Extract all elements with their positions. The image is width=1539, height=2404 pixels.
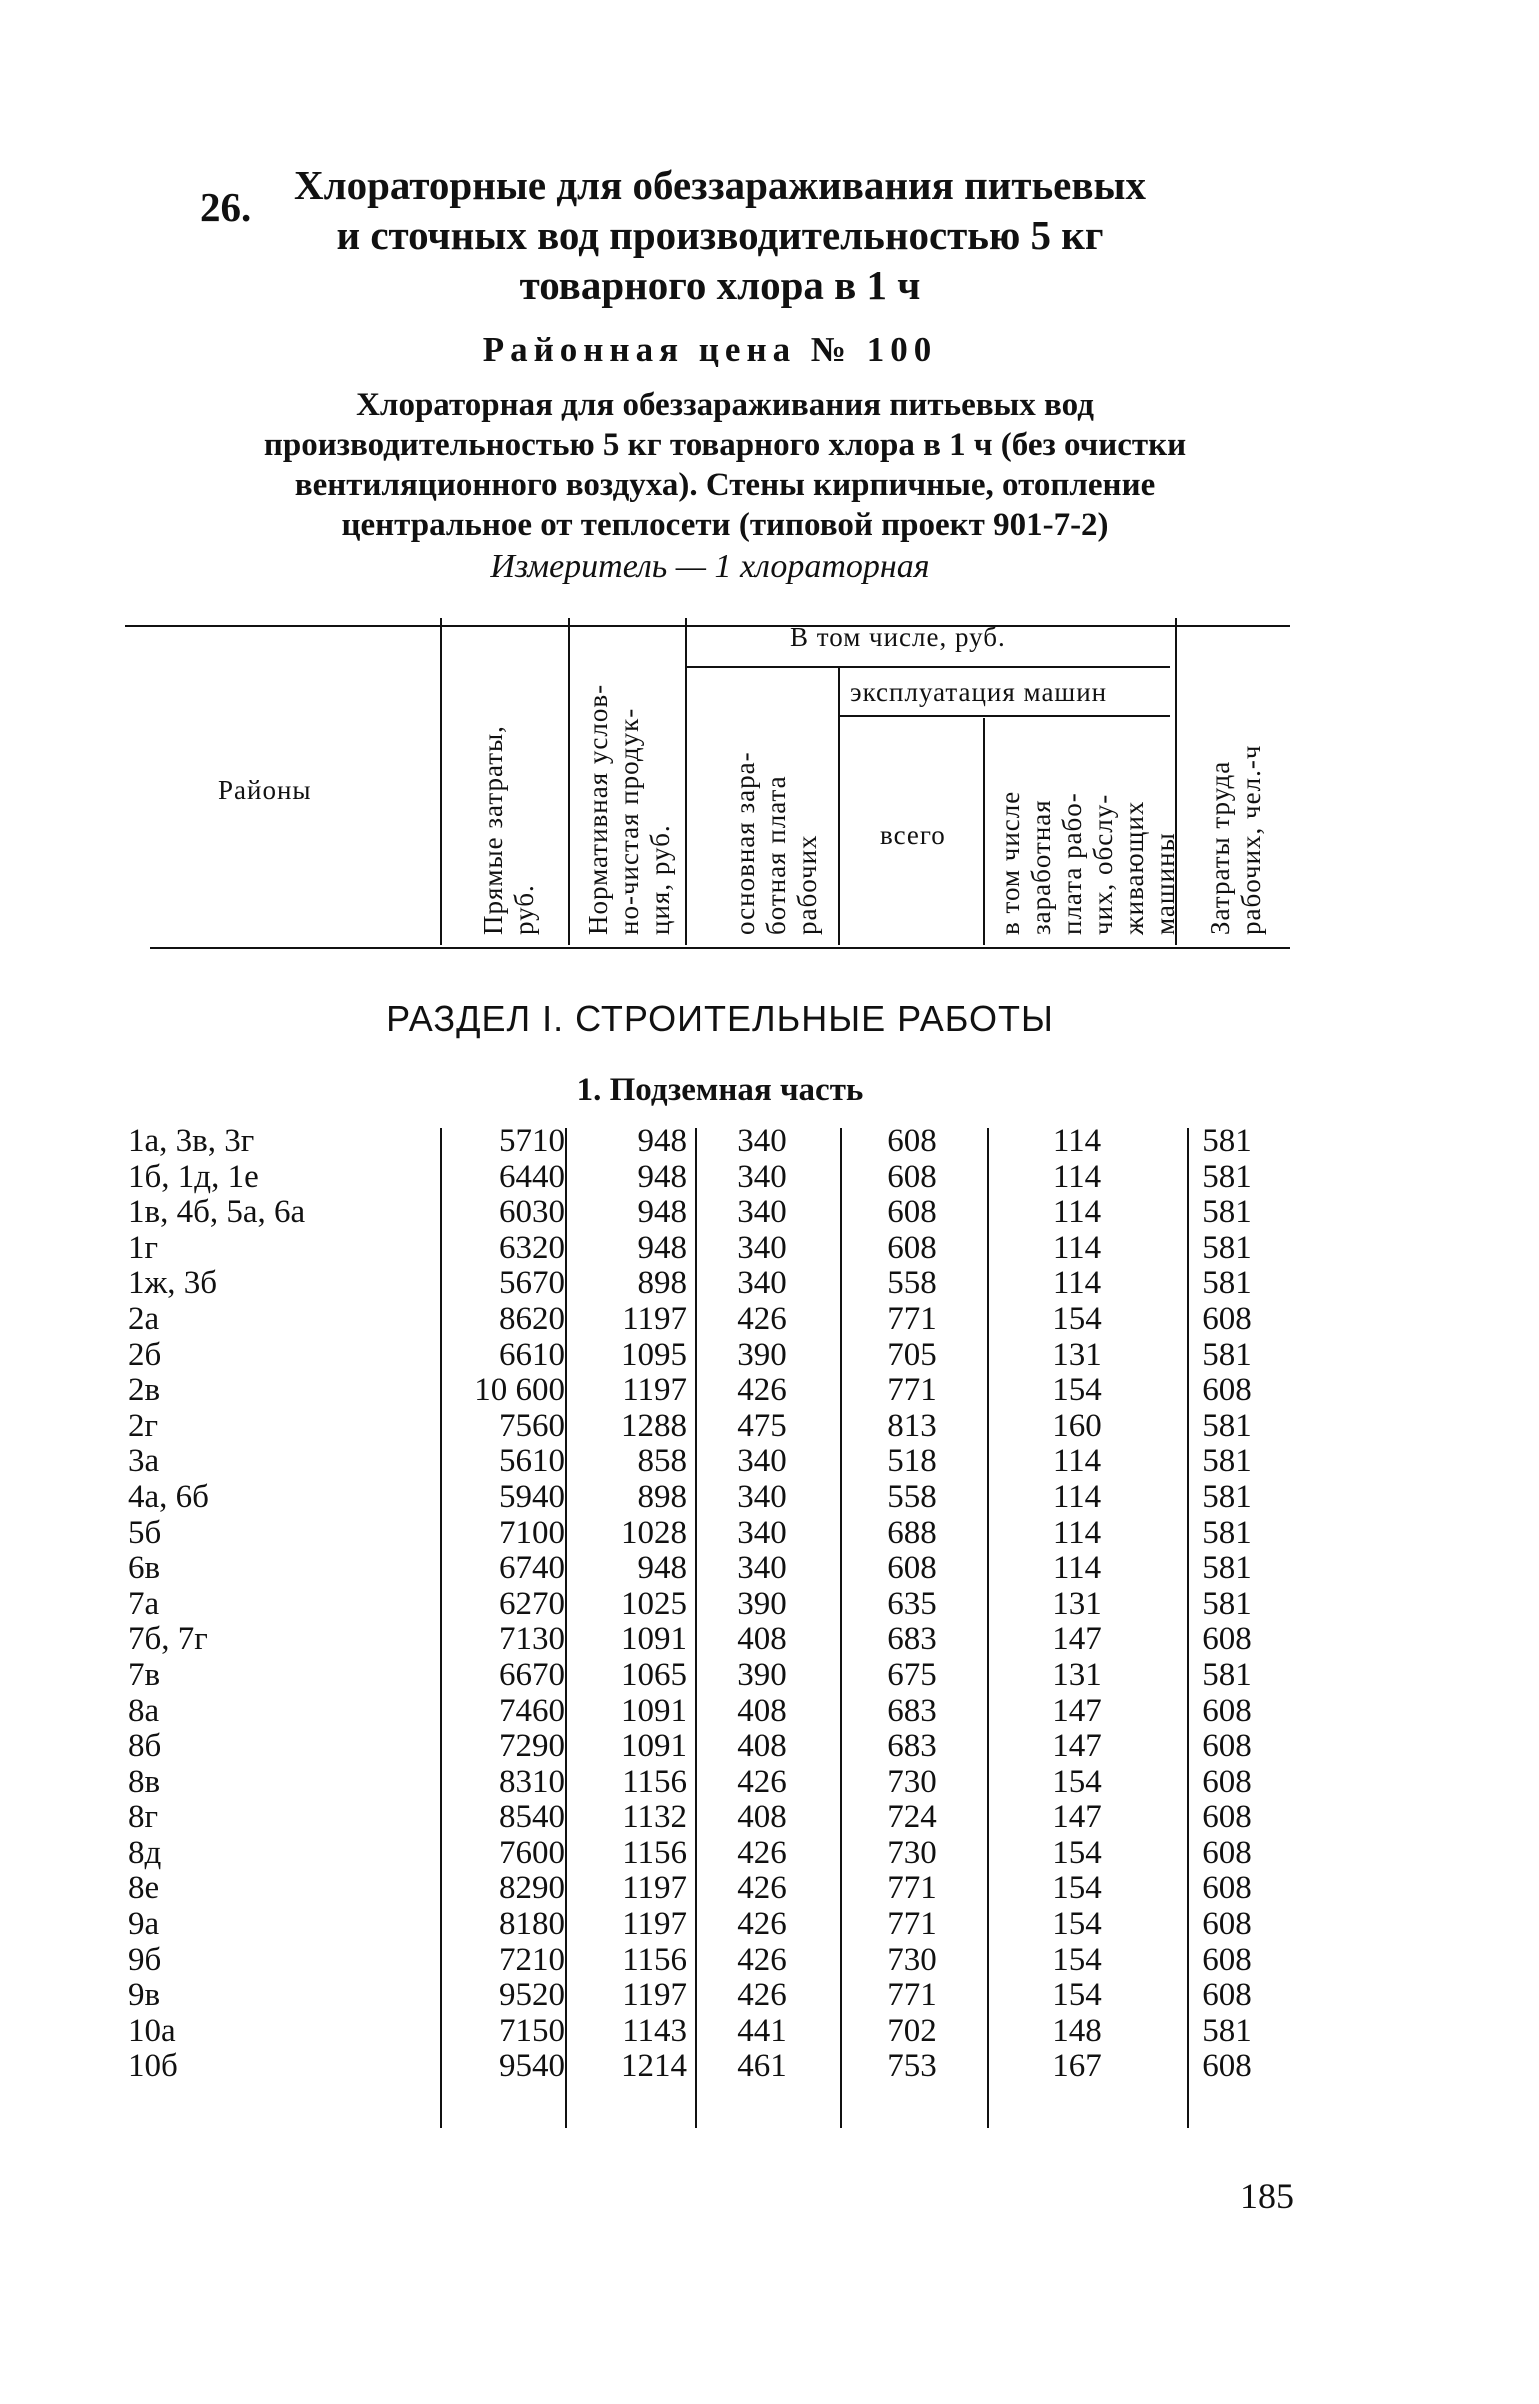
basic-wage-cell: 340 <box>737 1478 787 1515</box>
direct-costs-cell: 6320 <box>499 1229 565 1266</box>
machines-wage-cell: 131 <box>1052 1336 1102 1373</box>
normative-cell: 1156 <box>622 1834 687 1871</box>
table-row <box>128 1302 1287 1338</box>
normative-cell: 948 <box>637 1158 687 1195</box>
direct-costs-cell: 5940 <box>499 1478 565 1515</box>
table-row <box>128 1729 1287 1765</box>
labor-cell: 608 <box>1202 1300 1252 1337</box>
direct-costs-cell: 8180 <box>499 1906 565 1943</box>
machines-wage-cell: 131 <box>1052 1585 1102 1622</box>
direct-costs-cell: 7100 <box>499 1514 565 1551</box>
direct-costs-cell: 10 600 <box>474 1372 565 1409</box>
table-row <box>128 1800 1287 1836</box>
chapter-title <box>200 160 1240 310</box>
region-cell: 4а, 6б <box>128 1478 209 1515</box>
price-table-body <box>128 1124 1287 2085</box>
labor-cell: 608 <box>1202 1870 1252 1907</box>
region-cell: 7в <box>128 1656 161 1693</box>
table-row <box>128 1871 1287 1907</box>
header-divider <box>568 618 570 945</box>
machines-total-cell: 518 <box>887 1443 937 1480</box>
labor-cell: 581 <box>1202 2012 1252 2049</box>
labor-cell: 608 <box>1202 1692 1252 1729</box>
machines-total-cell: 813 <box>887 1407 937 1444</box>
normative-cell: 1065 <box>621 1656 687 1693</box>
normative-cell: 1197 <box>622 1870 687 1907</box>
machines-total-cell: 608 <box>887 1194 937 1231</box>
basic-wage-cell: 408 <box>737 1692 787 1729</box>
basic-wage-cell: 340 <box>737 1123 787 1159</box>
basic-wage-cell: 390 <box>737 1585 787 1622</box>
region-cell: 1ж, 3б <box>128 1265 218 1302</box>
machines-total-cell: 702 <box>887 2012 937 2049</box>
normative-cell: 1132 <box>622 1799 687 1836</box>
chapter-title-line: и сточных вод производительностью 5 кг <box>336 212 1104 258</box>
labor-cell: 608 <box>1202 1728 1252 1765</box>
normative-cell: 1025 <box>621 1585 687 1622</box>
normative-cell: 1156 <box>622 1941 687 1978</box>
normative-cell: 1091 <box>621 1692 687 1729</box>
region-cell: 8б <box>128 1728 162 1765</box>
machines-wage-cell: 154 <box>1052 1300 1102 1337</box>
labor-cell: 581 <box>1202 1656 1252 1693</box>
header-basic-wage: основная зара- ботная плата рабочих <box>730 751 822 935</box>
machines-wage-cell: 114 <box>1052 1443 1102 1480</box>
direct-costs-cell: 5670 <box>499 1265 565 1302</box>
direct-costs-cell: 6440 <box>499 1158 565 1195</box>
region-cell: 6в <box>128 1550 161 1587</box>
direct-costs-cell: 5610 <box>499 1443 565 1480</box>
basic-wage-cell: 390 <box>737 1656 787 1693</box>
labor-cell: 608 <box>1202 1621 1252 1658</box>
basic-wage-cell: 441 <box>737 2012 787 2049</box>
description-line: производительностью 5 кг товарного хлора в 1 ч (без очистки <box>263 427 1187 463</box>
machines-total-cell: 730 <box>887 1834 937 1871</box>
subsection-title: 1. Подземная часть <box>576 1072 864 1108</box>
table-row <box>128 1516 1287 1552</box>
machines-wage-cell: 154 <box>1052 1906 1102 1943</box>
machines-total-cell: 730 <box>887 1941 937 1978</box>
header-labor: Затраты труда рабочих, чел.-ч <box>1205 744 1266 935</box>
table-row <box>128 1373 1287 1409</box>
basic-wage-cell: 426 <box>737 1870 787 1907</box>
normative-cell: 1028 <box>621 1514 687 1551</box>
machines-wage-cell: 114 <box>1052 1123 1102 1159</box>
machines-wage-cell: 114 <box>1052 1158 1102 1195</box>
section-title: РАЗДЕЛ I. СТРОИТЕЛЬНЫЕ РАБОТЫ <box>386 998 1054 1039</box>
machines-total-cell: 675 <box>887 1656 937 1693</box>
labor-cell: 581 <box>1202 1336 1252 1373</box>
machines-wage-cell: 154 <box>1052 1834 1102 1871</box>
labor-cell: 581 <box>1202 1265 1252 1302</box>
direct-costs-cell: 8620 <box>499 1300 565 1337</box>
machines-total-cell: 608 <box>887 1550 937 1587</box>
region-cell: 2в <box>128 1372 161 1409</box>
region-cell: 2а <box>128 1300 160 1337</box>
table-row <box>128 1551 1287 1587</box>
basic-wage-cell: 340 <box>737 1550 787 1587</box>
labor-cell: 581 <box>1202 1158 1252 1195</box>
basic-wage-cell: 408 <box>737 1799 787 1836</box>
table-row <box>128 1694 1287 1730</box>
direct-costs-cell: 7210 <box>499 1941 565 1978</box>
machines-wage-cell: 147 <box>1052 1728 1102 1765</box>
labor-cell: 608 <box>1202 1372 1252 1409</box>
normative-cell: 1197 <box>622 1906 687 1943</box>
machines-total-cell: 730 <box>887 1763 937 1800</box>
labor-cell: 608 <box>1202 2048 1252 2085</box>
table-row <box>128 1124 1287 1160</box>
table-row <box>128 1587 1287 1623</box>
region-cell: 9б <box>128 1941 162 1978</box>
labor-cell: 608 <box>1202 1799 1252 1836</box>
machines-wage-cell: 147 <box>1052 1799 1102 1836</box>
region-cell: 8г <box>128 1799 159 1836</box>
basic-wage-cell: 340 <box>737 1265 787 1302</box>
machines-total-cell: 558 <box>887 1478 937 1515</box>
labor-cell: 608 <box>1202 1977 1252 2014</box>
table-row <box>128 1622 1287 1658</box>
table-row <box>128 1231 1287 1267</box>
region-cell: 9а <box>128 1906 160 1943</box>
basic-wage-cell: 340 <box>737 1194 787 1231</box>
direct-costs-cell: 7600 <box>499 1834 565 1871</box>
header-machines: эксплуатация машин <box>850 677 1108 707</box>
table-row <box>128 1444 1287 1480</box>
direct-costs-cell: 8310 <box>499 1763 565 1800</box>
machines-total-cell: 771 <box>887 1870 937 1907</box>
region-cell: 1г <box>128 1229 159 1266</box>
direct-costs-cell: 6610 <box>499 1336 565 1373</box>
machines-total-cell: 683 <box>887 1692 937 1729</box>
header-divider <box>440 618 442 945</box>
normative-cell: 1197 <box>622 1372 687 1409</box>
basic-wage-cell: 408 <box>737 1621 787 1658</box>
machines-wage-cell: 154 <box>1052 1977 1102 2014</box>
region-cell: 1а, 3в, 3г <box>128 1123 255 1159</box>
normative-cell: 898 <box>637 1478 687 1515</box>
page-number: 185 <box>1240 2176 1294 2216</box>
header-machines-total: всего <box>880 820 946 850</box>
region-cell: 5б <box>128 1514 162 1551</box>
machines-wage-cell: 131 <box>1052 1656 1102 1693</box>
region-cell: 2б <box>128 1336 162 1373</box>
table-row <box>128 1836 1287 1872</box>
basic-wage-cell: 426 <box>737 1834 787 1871</box>
labor-cell: 608 <box>1202 1941 1252 1978</box>
machines-total-cell: 688 <box>887 1514 937 1551</box>
direct-costs-cell: 8290 <box>499 1870 565 1907</box>
table-row <box>128 1907 1287 1943</box>
direct-costs-cell: 9540 <box>499 2048 565 2085</box>
machines-total-cell: 608 <box>887 1123 937 1159</box>
basic-wage-cell: 426 <box>737 1977 787 2014</box>
region-cell: 3а <box>128 1443 160 1480</box>
normative-cell: 1143 <box>622 2012 687 2049</box>
machines-total-cell: 771 <box>887 1300 937 1337</box>
table-row <box>128 1658 1287 1694</box>
table-row <box>128 1160 1287 1196</box>
table-row <box>128 1765 1287 1801</box>
labor-cell: 581 <box>1202 1229 1252 1266</box>
normative-cell: 948 <box>637 1550 687 1587</box>
machines-wage-cell: 147 <box>1052 1692 1102 1729</box>
machines-total-cell: 635 <box>887 1585 937 1622</box>
machines-wage-cell: 114 <box>1052 1229 1102 1266</box>
table-row <box>128 1943 1287 1979</box>
region-cell: 10б <box>128 2048 178 2085</box>
normative-cell: 1156 <box>622 1763 687 1800</box>
normative-cell: 1091 <box>621 1621 687 1658</box>
direct-costs-cell: 6030 <box>499 1194 565 1231</box>
region-cell: 7б, 7г <box>128 1621 208 1658</box>
price-table <box>128 1124 1287 2085</box>
machines-wage-cell: 154 <box>1052 1372 1102 1409</box>
normative-cell: 1095 <box>621 1336 687 1373</box>
direct-costs-cell: 7460 <box>499 1692 565 1729</box>
basic-wage-cell: 426 <box>737 1372 787 1409</box>
machines-wage-cell: 154 <box>1052 1941 1102 1978</box>
machines-wage-cell: 167 <box>1052 2048 1102 2085</box>
region-cell: 2г <box>128 1407 159 1444</box>
machines-total-cell: 608 <box>887 1229 937 1266</box>
machines-wage-cell: 114 <box>1052 1478 1102 1515</box>
direct-costs-cell: 6740 <box>499 1550 565 1587</box>
header-top-rule <box>125 625 1290 627</box>
machines-wage-cell: 114 <box>1052 1550 1102 1587</box>
machines-wage-cell: 114 <box>1052 1514 1102 1551</box>
machines-total-cell: 608 <box>887 1158 937 1195</box>
region-cell: 1в, 4б, 5а, 6а <box>128 1194 306 1231</box>
normative-cell: 1214 <box>621 2048 687 2085</box>
machines-total-cell: 724 <box>887 1799 937 1836</box>
header-divider <box>685 618 687 945</box>
region-cell: 8а <box>128 1692 160 1729</box>
machines-total-cell: 683 <box>887 1728 937 1765</box>
basic-wage-cell: 340 <box>737 1229 787 1266</box>
labor-cell: 608 <box>1202 1834 1252 1871</box>
labor-cell: 608 <box>1202 1763 1252 1800</box>
basic-wage-cell: 426 <box>737 1906 787 1943</box>
header-direct-costs: Прямые затраты, руб. <box>478 725 539 935</box>
chapter-title-line: товарного хлора в 1 ч <box>519 262 921 308</box>
machines-total-cell: 771 <box>887 1906 937 1943</box>
basic-wage-cell: 340 <box>737 1514 787 1551</box>
price-title: Районная цена № 100 <box>482 330 938 369</box>
direct-costs-cell: 5710 <box>499 1123 565 1159</box>
normative-cell: 948 <box>637 1194 687 1231</box>
normative-cell: 948 <box>637 1229 687 1266</box>
machines-total-cell: 558 <box>887 1265 937 1302</box>
normative-cell: 898 <box>637 1265 687 1302</box>
labor-cell: 581 <box>1202 1585 1252 1622</box>
labor-cell: 581 <box>1202 1407 1252 1444</box>
region-cell: 8в <box>128 1763 161 1800</box>
basic-wage-cell: 475 <box>737 1407 787 1444</box>
machines-total-cell: 771 <box>887 1977 937 2014</box>
header-machines-wage: в том числе заработная плата рабо- чих, обслу- живающих машины <box>995 790 1180 935</box>
header-divider <box>838 668 840 945</box>
including-rule <box>685 666 1170 668</box>
header-regions: Районы <box>218 775 312 805</box>
description-line: Хлораторная для обеззараживания питьевых вод <box>356 387 1094 423</box>
basic-wage-cell: 426 <box>737 1300 787 1337</box>
region-cell: 10а <box>128 2012 176 2049</box>
labor-cell: 581 <box>1202 1194 1252 1231</box>
table-row <box>128 1409 1287 1445</box>
table-row <box>128 1195 1287 1231</box>
description-line: вентиляционного воздуха). Стены кирпичные, отопление <box>294 467 1156 503</box>
machines-total-cell: 771 <box>887 1372 937 1409</box>
basic-wage-cell: 461 <box>737 2048 787 2085</box>
machines-wage-cell: 154 <box>1052 1870 1102 1907</box>
direct-costs-cell: 7290 <box>499 1728 565 1765</box>
direct-costs-cell: 6270 <box>499 1585 565 1622</box>
labor-cell: 581 <box>1202 1123 1252 1159</box>
basic-wage-cell: 390 <box>737 1336 787 1373</box>
normative-cell: 1288 <box>621 1407 687 1444</box>
table-row <box>128 2049 1287 2085</box>
table-row <box>128 2014 1287 2050</box>
price-description <box>150 385 1300 545</box>
machines-total-cell: 683 <box>887 1621 937 1658</box>
direct-costs-cell: 8540 <box>499 1799 565 1836</box>
table-row <box>128 1266 1287 1302</box>
normative-cell: 1197 <box>622 1977 687 2014</box>
machines-wage-cell: 114 <box>1052 1265 1102 1302</box>
direct-costs-cell: 7150 <box>499 2012 565 2049</box>
normative-cell: 858 <box>637 1443 687 1480</box>
direct-costs-cell: 6670 <box>499 1656 565 1693</box>
basic-wage-cell: 426 <box>737 1941 787 1978</box>
table-row <box>128 1480 1287 1516</box>
labor-cell: 581 <box>1202 1550 1252 1587</box>
header-including: В том числе, руб. <box>790 622 1006 652</box>
normative-cell: 1197 <box>622 1300 687 1337</box>
machines-total-cell: 753 <box>887 2048 937 2085</box>
table-row <box>128 1978 1287 2014</box>
normative-cell: 1091 <box>621 1728 687 1765</box>
region-cell: 9в <box>128 1977 161 2014</box>
normative-cell: 948 <box>637 1123 687 1159</box>
machines-rule <box>838 715 1170 717</box>
region-cell: 1б, 1д, 1е <box>128 1158 259 1195</box>
labor-cell: 581 <box>1202 1443 1252 1480</box>
machines-wage-cell: 147 <box>1052 1621 1102 1658</box>
basic-wage-cell: 340 <box>737 1158 787 1195</box>
header-bottom-rule <box>150 947 1290 949</box>
machines-wage-cell: 154 <box>1052 1763 1102 1800</box>
header-normative: Нормативная услов- но-чистая продук- ция, руб. <box>583 683 675 935</box>
basic-wage-cell: 340 <box>737 1443 787 1480</box>
direct-costs-cell: 9520 <box>499 1977 565 2014</box>
header-divider <box>983 718 985 945</box>
chapter-number: 26. <box>200 184 252 230</box>
direct-costs-cell: 7130 <box>499 1621 565 1658</box>
machines-wage-cell: 114 <box>1052 1194 1102 1231</box>
machines-wage-cell: 148 <box>1052 2012 1102 2049</box>
machines-total-cell: 705 <box>887 1336 937 1373</box>
labor-cell: 608 <box>1202 1906 1252 1943</box>
measure-unit: Измеритель — 1 хлораторная <box>490 548 930 585</box>
basic-wage-cell: 408 <box>737 1728 787 1765</box>
chapter-title-line: Хлораторные для обеззараживания питьевых <box>293 162 1146 208</box>
table-row <box>128 1338 1287 1374</box>
region-cell: 8е <box>128 1870 160 1907</box>
machines-wage-cell: 160 <box>1052 1407 1102 1444</box>
description-line: центральное от теплосети (типовой проект 901-7-2) <box>341 507 1109 543</box>
region-cell: 7а <box>128 1585 160 1622</box>
labor-cell: 581 <box>1202 1514 1252 1551</box>
region-cell: 8д <box>128 1834 162 1871</box>
labor-cell: 581 <box>1202 1478 1252 1515</box>
basic-wage-cell: 426 <box>737 1763 787 1800</box>
direct-costs-cell: 7560 <box>499 1407 565 1444</box>
